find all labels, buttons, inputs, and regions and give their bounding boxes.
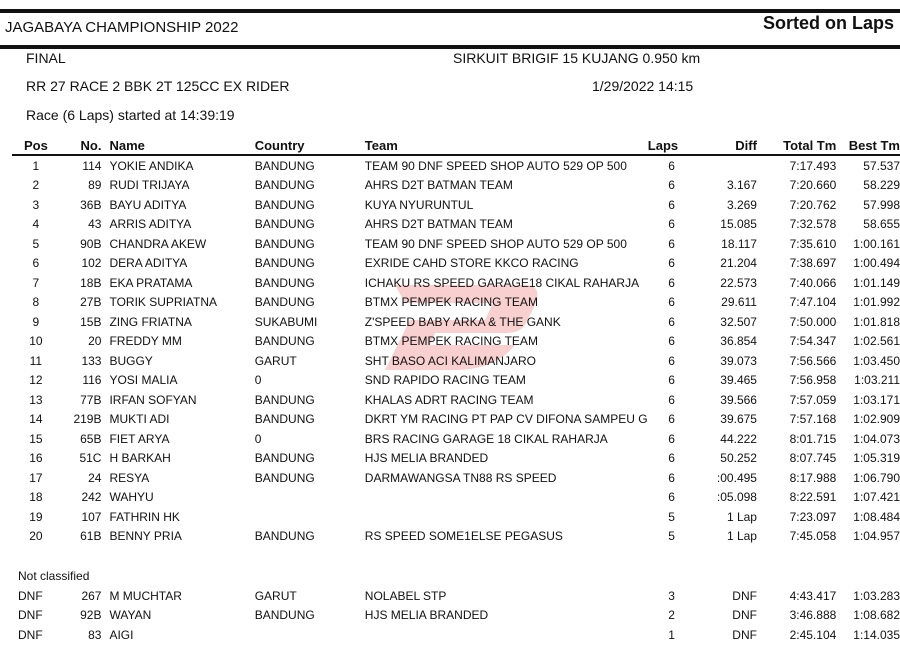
cell-best: 57.998: [863, 197, 900, 212]
race-class-label: RR 27 RACE 2 BBK 2T 125CC EX RIDER: [26, 78, 290, 94]
cell-pos: 14: [29, 412, 43, 427]
cell-best: 1:03.171: [853, 392, 900, 407]
cell-pos: 10: [29, 334, 43, 349]
cell-laps: 6: [668, 178, 675, 193]
cell-country: BANDUNG: [254, 412, 315, 427]
cell-laps: 6: [668, 275, 675, 290]
cell-team: EXRIDE CAHD STORE KKCO RACING: [364, 256, 579, 271]
col-pos: Pos: [12, 136, 60, 155]
cell-best: 58.655: [863, 217, 900, 232]
cell-diff: :00.495: [716, 470, 757, 485]
table-row-dnf: [12, 586, 900, 606]
cell-laps: 5: [668, 509, 675, 524]
cell-diff: 32.507: [720, 314, 757, 329]
cell-name: IRFAN SOFYAN: [109, 392, 197, 407]
cell-laps: 6: [668, 392, 675, 407]
cell-team: [361, 625, 648, 645]
not-classified-row: [12, 566, 900, 586]
cell-laps: 6: [668, 353, 675, 368]
cell-no: 92B: [80, 608, 102, 623]
cell-laps: 6: [668, 470, 675, 485]
cell-team: AHRS D2T BATMAN TEAM: [364, 217, 513, 232]
cell-team: DKRT YM RACING PT PAP CV DIFONA SAMPEU G: [364, 412, 648, 427]
cell-name: BUGGY: [109, 353, 153, 368]
cell-no: 43: [88, 217, 102, 232]
cell-country: 0: [254, 431, 262, 446]
col-total: Total Tm: [757, 136, 836, 155]
cell-pos: 20: [29, 529, 43, 544]
cell-laps: 6: [668, 217, 675, 232]
cell-no: 242: [81, 490, 102, 505]
cell-laps: 6: [668, 236, 675, 251]
cell-diff: 3.167: [726, 178, 757, 193]
cell-diff: :05.098: [716, 490, 757, 505]
cell-team: [361, 507, 648, 527]
cell-country: [255, 507, 361, 527]
table-row: [12, 254, 900, 274]
cell-country: BANDUNG: [254, 158, 315, 173]
col-diff: Diff: [695, 136, 757, 155]
cell-diff: 21.204: [720, 256, 757, 271]
cell-pos: 6: [32, 256, 40, 271]
cell-name: M MUCHTAR: [109, 588, 182, 603]
cell-total: 8:07.745: [789, 451, 837, 466]
cell-no: 24: [88, 470, 102, 485]
cell-best: 1:01.818: [853, 314, 900, 329]
cell-laps: 6: [668, 431, 675, 446]
cell-laps: 6: [668, 158, 675, 173]
cell-no: 90B: [80, 236, 102, 251]
table-row: [12, 312, 900, 332]
table-row: [12, 351, 900, 371]
table-row: [12, 488, 900, 508]
cell-total: 7:23.097: [789, 509, 837, 524]
circuit-label: SIRKUIT BRIGIF 15 KUJANG 0.950 km: [453, 50, 701, 66]
cell-best: 1:08.682: [853, 608, 900, 623]
cell-team: NOLABEL STP: [364, 588, 447, 603]
cell-diff: 39.073: [720, 353, 757, 368]
cell-best: 1:04.073: [853, 431, 900, 446]
not-classified-label: Not classified: [18, 569, 90, 583]
cell-no: 27B: [80, 295, 102, 310]
cell-team: AHRS D2T BATMAN TEAM: [364, 178, 513, 193]
cell-diff: 15.085: [720, 217, 757, 232]
cell-name: DERA ADITYA: [109, 256, 188, 271]
cell-best: 1:00.494: [853, 256, 900, 271]
cell-best: 1:03.283: [853, 588, 900, 603]
cell-total: 2:45.104: [789, 627, 837, 642]
cell-name: FREDDY MM: [109, 334, 182, 349]
championship-title: JAGABAYA CHAMPIONSHIP 2022: [5, 19, 239, 36]
cell-no: 36B: [80, 197, 102, 212]
cell-pos: 16: [29, 451, 43, 466]
table-row: [12, 429, 900, 449]
cell-best: 1:02.561: [853, 334, 900, 349]
cell-no: 267: [81, 588, 102, 603]
cell-pos: 9: [32, 314, 40, 329]
cell-best: 1:02.909: [853, 412, 900, 427]
table-row: [12, 176, 900, 196]
cell-total: 7:57.168: [789, 412, 837, 427]
cell-no: 51C: [79, 451, 102, 466]
cell-pos: 5: [32, 236, 40, 251]
cell-total: 3:46.888: [789, 608, 837, 623]
cell-pos: DNF: [18, 627, 43, 642]
cell-country: BANDUNG: [254, 217, 315, 232]
cell-country: GARUT: [254, 588, 297, 603]
cell-country: 0: [254, 373, 262, 388]
cell-country: BANDUNG: [254, 392, 315, 407]
cell-country: GARUT: [254, 353, 297, 368]
table-row: [12, 507, 900, 527]
table-row: [12, 215, 900, 235]
cell-name: WAYAN: [109, 608, 152, 623]
cell-total: 7:35.610: [789, 236, 837, 251]
cell-total: 7:32.578: [789, 217, 837, 232]
cell-no: 83: [88, 627, 102, 642]
cell-country: BANDUNG: [254, 178, 315, 193]
cell-team: TEAM 90 DNF SPEED SHOP AUTO 529 OP 500: [364, 236, 627, 251]
cell-diff: 1 Lap: [726, 509, 757, 524]
cell-diff: 39.465: [720, 373, 757, 388]
table-row: [12, 155, 900, 176]
cell-laps: 6: [668, 334, 675, 349]
cell-diff: 18.117: [721, 236, 757, 251]
cell-name: YOSI MALIA: [109, 373, 178, 388]
cell-diff: 44.222: [720, 431, 757, 446]
cell-name: BAYU ADITYA: [109, 197, 187, 212]
cell-country: BANDUNG: [254, 451, 315, 466]
cell-name: RUDI TRIJAYA: [109, 178, 190, 193]
cell-diff: 3.269: [726, 197, 757, 212]
cell-diff: 36.854: [720, 334, 757, 349]
cell-laps: 3: [668, 588, 675, 603]
cell-pos: 18: [29, 490, 43, 505]
cell-diff: DNF: [732, 627, 757, 642]
cell-no: 89: [88, 178, 102, 193]
cell-team: [361, 488, 648, 508]
col-team: Team: [361, 136, 648, 155]
cell-diff: 50.252: [720, 451, 757, 466]
cell-pos: 17: [29, 470, 43, 485]
cell-pos: 1: [32, 158, 40, 173]
cell-pos: 13: [29, 392, 43, 407]
cell-name: FIET ARYA: [109, 431, 170, 446]
cell-diff: 1 Lap: [726, 529, 757, 544]
table-row: [12, 273, 900, 293]
cell-best: 1:03.211: [854, 373, 900, 388]
cell-team: ICHAKU RS SPEED GARAGE18 CIKAL RAHARJA: [364, 275, 640, 290]
cell-best: 1:06.790: [853, 470, 900, 485]
cell-country: [255, 625, 361, 645]
cell-no: 107: [81, 509, 102, 524]
cell-team: BRS RACING GARAGE 18 CIKAL RAHARJA: [364, 431, 608, 446]
cell-name: H BARKAH: [109, 451, 171, 466]
cell-name: TORIK SUPRIATNA: [109, 295, 218, 310]
cell-diff: DNF: [732, 608, 757, 623]
cell-team: BTMX PEMPEK RACING TEAM: [364, 295, 538, 310]
cell-no: 65B: [80, 431, 102, 446]
cell-name: RESYA: [109, 470, 150, 485]
cell-total: 7:40.066: [789, 275, 837, 290]
cell-pos: 8: [32, 295, 40, 310]
cell-no: 77B: [80, 392, 102, 407]
col-laps: Laps: [648, 136, 696, 155]
cell-total: 8:01.715: [789, 431, 837, 446]
cell-team: DARMAWANGSA TN88 RS SPEED: [364, 470, 557, 485]
table-row: [12, 410, 900, 430]
cell-total: 7:50.000: [789, 314, 837, 329]
datetime-label: 1/29/2022 14:15: [592, 78, 694, 94]
cell-best: 1:14.035: [853, 627, 900, 642]
cell-name: BENNY PRIA: [109, 529, 182, 544]
cell-total: 7:17.493: [789, 158, 837, 173]
cell-diff: DNF: [732, 588, 757, 603]
cell-laps: 1: [668, 627, 675, 642]
cell-team: HJS MELIA BRANDED: [364, 451, 489, 466]
cell-pos: 3: [32, 197, 40, 212]
table-row: [12, 527, 900, 547]
cell-laps: 6: [668, 451, 675, 466]
cell-name: ARRIS ADITYA: [109, 217, 192, 232]
cell-total: 4:43.417: [789, 588, 837, 603]
cell-best: 1:04.957: [853, 529, 900, 544]
cell-name: MUKTI ADI: [109, 412, 170, 427]
cell-team: BTMX PEMPEK RACING TEAM: [364, 334, 538, 349]
cell-team: TEAM 90 DNF SPEED SHOP AUTO 529 OP 500: [364, 158, 627, 173]
cell-best: 58.229: [863, 178, 900, 193]
cell-laps: 6: [668, 197, 675, 212]
cell-total: 7:47.104: [789, 295, 837, 310]
col-no: No.: [60, 136, 110, 155]
cell-total: 7:56.566: [789, 353, 837, 368]
cell-total: 7:38.697: [789, 256, 837, 271]
col-name: Name: [109, 136, 254, 155]
cell-diff: [695, 155, 757, 176]
cell-best: 1:07.421: [853, 490, 900, 505]
cell-best: 1:08.484: [853, 509, 900, 524]
col-best: Best Tm: [836, 136, 900, 155]
cell-laps: 6: [668, 412, 675, 427]
table-row: [12, 332, 900, 352]
session-label: FINAL: [26, 50, 66, 66]
cell-no: 114: [82, 158, 102, 173]
cell-no: 61B: [80, 529, 102, 544]
cell-no: 15B: [80, 314, 102, 329]
cell-country: BANDUNG: [254, 529, 315, 544]
table-row: [12, 195, 900, 215]
cell-team: HJS MELIA BRANDED: [364, 608, 489, 623]
cell-pos: 2: [32, 178, 40, 193]
cell-team: KHALAS ADRT RACING TEAM: [364, 392, 534, 407]
cell-laps: 2: [668, 608, 675, 623]
cell-total: 8:17.988: [789, 470, 837, 485]
col-country: Country: [255, 136, 361, 155]
race-start-label: Race (6 Laps) started at 14:39:19: [26, 107, 235, 123]
cell-no: 102: [81, 256, 102, 271]
cell-name: EKA PRATAMA: [109, 275, 193, 290]
cell-team: SND RAPIDO RACING TEAM: [364, 373, 526, 388]
cell-pos: DNF: [18, 588, 43, 603]
cell-pos: 4: [32, 217, 40, 232]
cell-country: BANDUNG: [254, 334, 315, 349]
table-row: [12, 468, 900, 488]
cell-best: 1:01.149: [853, 275, 900, 290]
cell-name: FATHRIN HK: [109, 509, 180, 524]
cell-no: 219B: [73, 412, 102, 427]
cell-no: 18B: [80, 275, 102, 290]
cell-team: KUYA NYURUNTUL: [364, 197, 474, 212]
cell-total: 8:22.591: [789, 490, 837, 505]
cell-country: BANDUNG: [254, 608, 315, 623]
cell-team: SHT BASO ACI KALIMANJARO: [364, 353, 536, 368]
cell-country: BANDUNG: [254, 295, 315, 310]
cell-best: 1:00.161: [853, 236, 900, 251]
cell-no: 133: [81, 353, 102, 368]
table-header-row: [12, 136, 900, 155]
cell-country: BANDUNG: [254, 197, 315, 212]
cell-total: 7:57.059: [789, 392, 837, 407]
cell-diff: 22.573: [720, 275, 757, 290]
cell-total: 7:54.347: [789, 334, 837, 349]
cell-pos: 11: [29, 353, 43, 368]
cell-diff: 39.675: [720, 412, 757, 427]
cell-name: AIGI: [109, 627, 134, 642]
cell-pos: DNF: [18, 608, 43, 623]
cell-pos: 12: [29, 373, 43, 388]
table-row-dnf: [12, 625, 900, 645]
cell-name: CHANDRA AKEW: [109, 236, 207, 251]
cell-laps: 6: [668, 314, 675, 329]
table-row: [12, 234, 900, 254]
cell-country: BANDUNG: [254, 470, 315, 485]
table-row: [12, 371, 900, 391]
cell-total: 7:20.660: [789, 178, 837, 193]
cell-diff: 29.611: [721, 295, 757, 310]
cell-pos: 19: [29, 509, 43, 524]
cell-best: 1:03.450: [853, 353, 900, 368]
table-row-dnf: [12, 606, 900, 626]
cell-total: 7:20.762: [789, 197, 837, 212]
cell-team: Z'SPEED BABY ARKA & THE GANK: [364, 314, 561, 329]
table-row: [12, 390, 900, 410]
cell-name: WAHYU: [109, 490, 154, 505]
cell-name: YOKIE ANDIKA: [109, 158, 194, 173]
cell-country: BANDUNG: [254, 275, 315, 290]
cell-no: 20: [88, 334, 102, 349]
table-row: [12, 293, 900, 313]
cell-country: [255, 488, 361, 508]
table-row: [12, 449, 900, 469]
cell-laps: 6: [668, 295, 675, 310]
results-table: [12, 136, 900, 645]
cell-no: 116: [82, 373, 102, 388]
cell-pos: 15: [29, 431, 43, 446]
cell-total: 7:56.958: [789, 373, 837, 388]
cell-best: 1:01.992: [853, 295, 900, 310]
cell-country: BANDUNG: [254, 236, 315, 251]
cell-laps: 6: [668, 373, 675, 388]
cell-name: ZING FRIATNA: [109, 314, 192, 329]
cell-laps: 6: [668, 256, 675, 271]
cell-best: 1:05.319: [853, 451, 900, 466]
cell-pos: 7: [32, 275, 40, 290]
cell-total: 7:45.058: [789, 529, 837, 544]
cell-laps: 5: [668, 529, 675, 544]
cell-diff: 39.566: [720, 392, 757, 407]
cell-best: 57.537: [863, 158, 900, 173]
cell-country: BANDUNG: [254, 256, 315, 271]
cell-country: SUKABUMI: [254, 314, 318, 329]
cell-laps: 6: [668, 490, 675, 505]
sort-label: Sorted on Laps: [762, 13, 894, 33]
cell-team: RS SPEED SOME1ELSE PEGASUS: [364, 529, 563, 544]
spacer-row: [12, 546, 900, 566]
